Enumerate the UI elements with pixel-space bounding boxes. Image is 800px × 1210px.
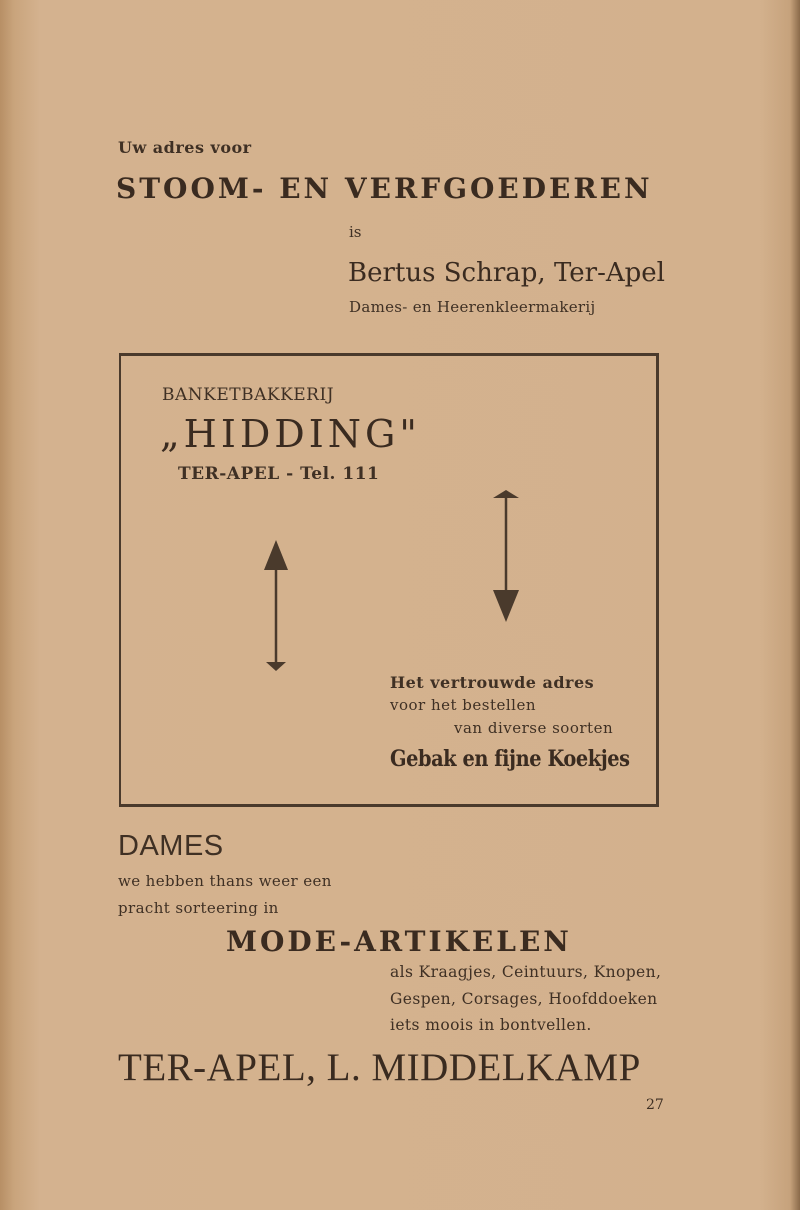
page-number: 27 <box>646 1097 664 1113</box>
fashion-item: Gespen, Corsages, Hoofddoeken <box>390 990 658 1008</box>
ad-stoom-intro: Uw adres voor <box>118 138 252 157</box>
fashion-item: als Kraagjes, Ceintuurs, Knopen, <box>390 963 662 981</box>
fashion-signature: TER-APEL, L. MIDDELKAMP <box>118 1046 641 1089</box>
bakery-name: „HIDDING" <box>160 412 421 456</box>
bakery-line-1: Het vertrouwde adres <box>390 673 595 692</box>
ad-stoom-headline: STOOM- EN VERFGOEDEREN <box>116 172 653 205</box>
down-arrow-icon <box>487 486 527 626</box>
ad-stoom-connector: is <box>349 223 362 241</box>
ad-stoom-business-name: Bertus Schrap, Ter-Apel <box>348 258 665 288</box>
ad-stoom-trade: Dames- en Heerenkleermakerij <box>349 298 596 316</box>
up-arrow-icon <box>257 538 297 676</box>
bakery-line-2: voor het bestellen <box>390 696 537 714</box>
bakery-label: BANKETBAKKERIJ <box>162 385 335 405</box>
fashion-line-2: pracht sorteering in <box>118 899 279 917</box>
fashion-headline: MODE-ARTIKELEN <box>226 925 572 958</box>
fashion-line-1: we hebben thans weer een <box>118 872 332 890</box>
bakery-product: Gebak en fijne Koekjes <box>390 746 630 772</box>
bakery-line-3: van diverse soorten <box>454 719 614 737</box>
fashion-heading: DAMES <box>118 830 224 862</box>
fashion-item: iets moois in bontvellen. <box>390 1016 592 1034</box>
bakery-address: TER-APEL - Tel. 111 <box>178 464 380 484</box>
